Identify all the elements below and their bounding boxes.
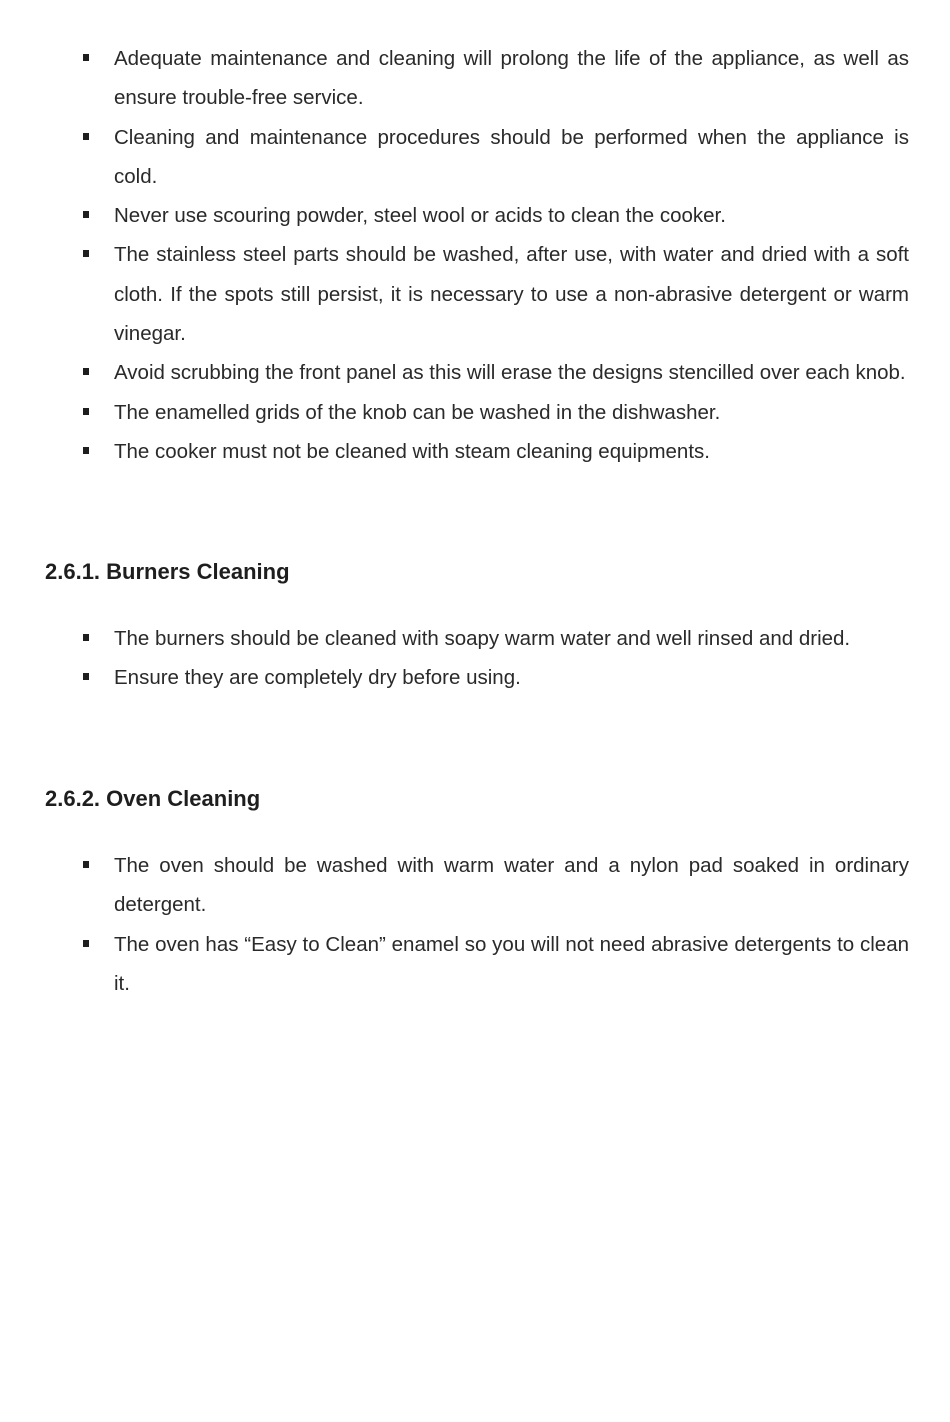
oven-cleaning-list [0, 846, 950, 1003]
list-item-text: Adequate maintenance and cleaning will prolong the life of the appliance, as well as ensure trouble-free service. [114, 47, 909, 110]
list-item-text: Ensure they are completely dry before using. [114, 666, 521, 690]
list-item [0, 196, 950, 235]
list-item [0, 235, 950, 353]
burners-cleaning-heading: 2.6.1. Burners Cleaning [45, 559, 290, 584]
list-item-text: The burners should be cleaned with soapy warm water and well rinsed and dried. [114, 627, 851, 650]
square-bullet-icon [83, 447, 89, 454]
list-item-text: Cleaning and maintenance procedures should be performed when the appliance is cold. [114, 125, 909, 188]
square-bullet-icon [83, 408, 89, 415]
list-item [0, 393, 950, 432]
list-item [0, 353, 950, 392]
list-item-text: Avoid scrubbing the front panel as this will erase the designs stencilled over each knob. [114, 361, 906, 385]
square-bullet-icon [83, 54, 89, 61]
cleaning-guidelines-list [0, 39, 950, 471]
list-item-text: Never use scouring powder, steel wool or acids to clean the cooker. [114, 204, 726, 228]
list-item-text: The enamelled grids of the knob can be washed in the dishwasher. [114, 400, 721, 424]
list-item [0, 619, 950, 658]
list-item [0, 846, 950, 925]
square-bullet-icon [83, 211, 89, 218]
square-bullet-icon [83, 673, 89, 680]
list-item-text: The oven has “Easy to Clean” enamel so you will not need abrasive detergents to clean it. [114, 932, 909, 995]
list-item-text: The oven should be washed with warm water and a nylon pad soaked in ordinary detergent. [114, 854, 909, 917]
square-bullet-icon [83, 634, 89, 641]
list-item [0, 658, 950, 697]
list-item-text: The stainless steel parts should be washed, after use, with water and dried with a soft cloth. If the spots still persist, it is necessary to use a non-abrasive detergent or warm vinegar. [114, 243, 909, 346]
square-bullet-icon [83, 368, 89, 375]
list-item-text: The cooker must not be cleaned with steam cleaning equipments. [114, 439, 710, 463]
list-item [0, 118, 950, 197]
list-item [0, 432, 950, 471]
square-bullet-icon [83, 250, 89, 257]
square-bullet-icon [83, 940, 89, 947]
burners-cleaning-list [0, 619, 950, 698]
square-bullet-icon [83, 861, 89, 868]
list-item [0, 39, 950, 118]
list-item [0, 925, 950, 1004]
oven-cleaning-heading: 2.6.2. Oven Cleaning [45, 786, 261, 811]
square-bullet-icon [83, 133, 89, 140]
